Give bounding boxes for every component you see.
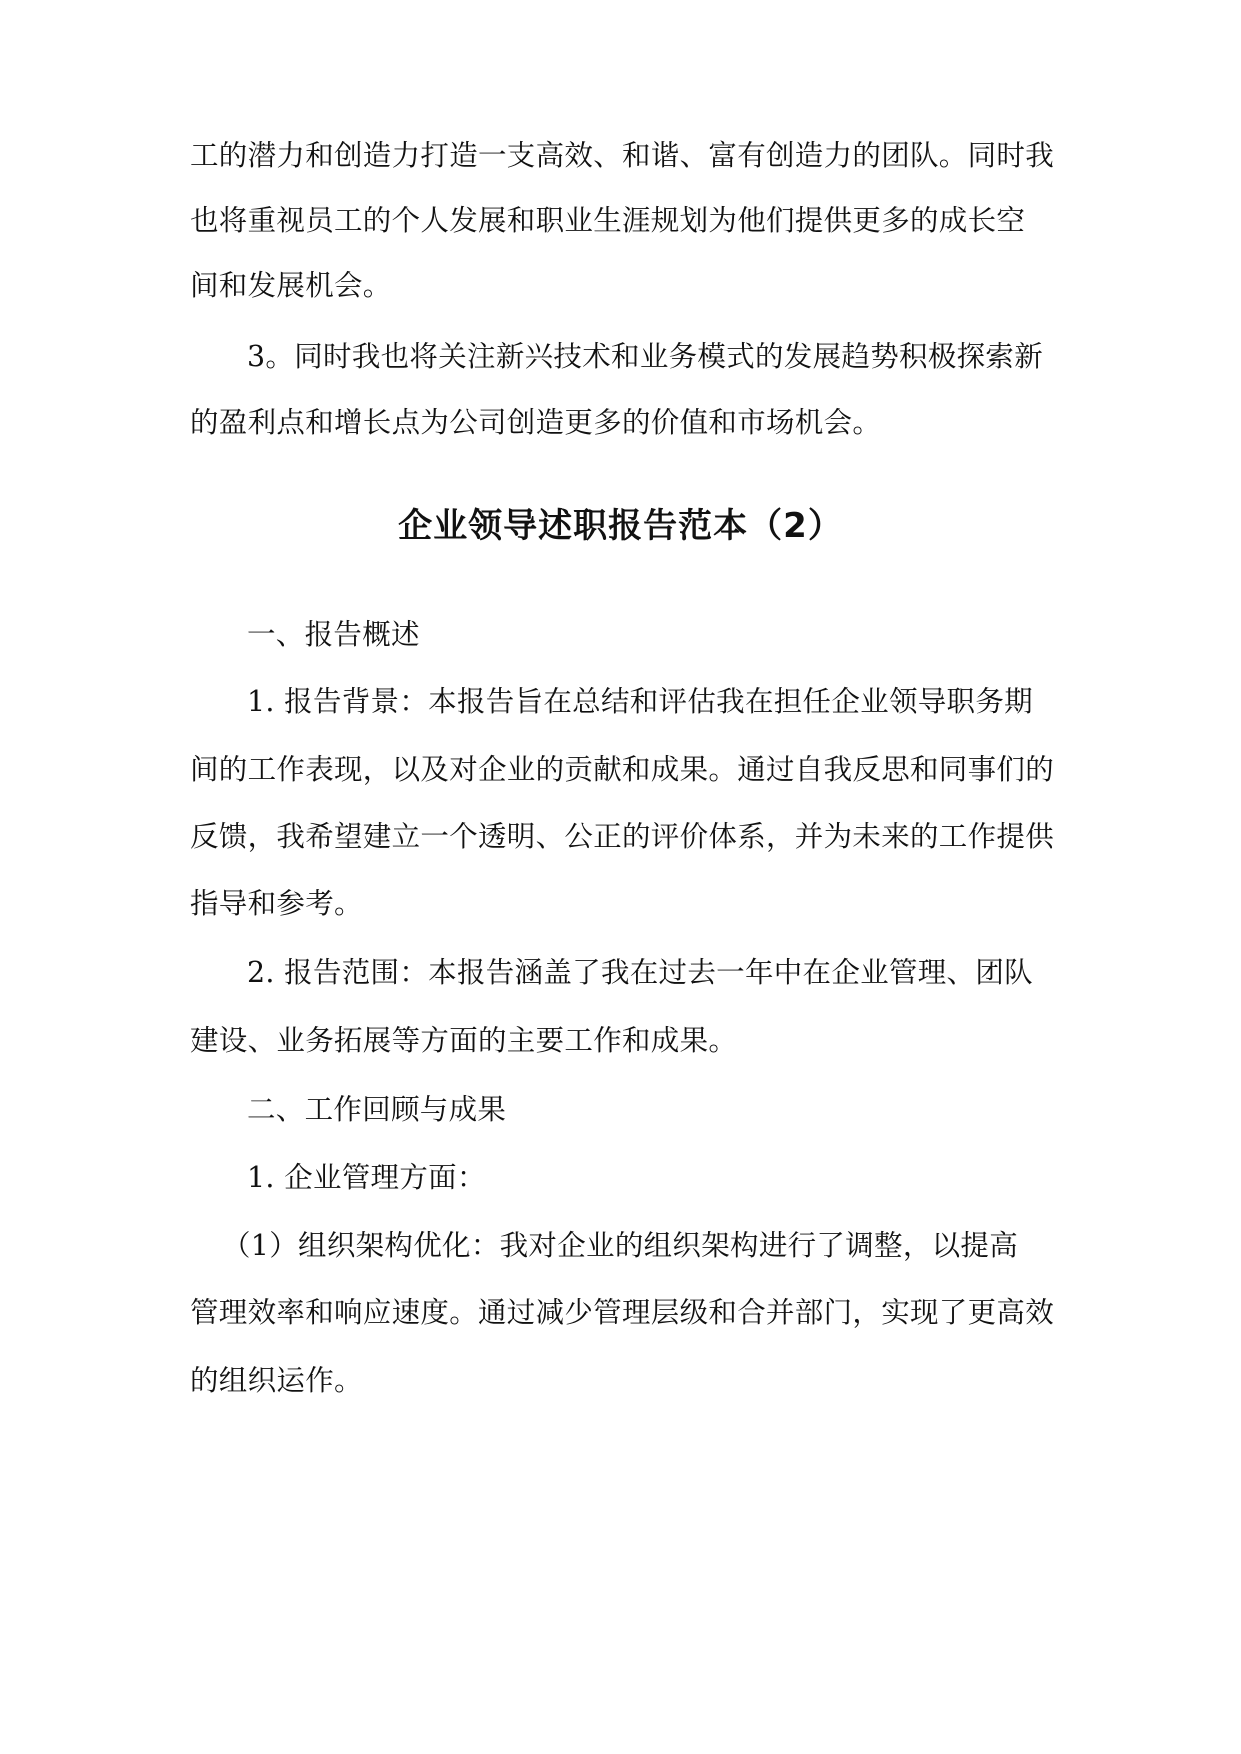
paragraph-line: 间和发展机会。 <box>190 269 392 302</box>
paragraph-line: 1. 报告背景：本报告旨在总结和评估我在担任企业领导职务期 <box>247 685 1033 718</box>
paragraph-line: （1）组织架构优化：我对企业的组织架构进行了调整，以提高 <box>222 1229 1019 1262</box>
section-heading: 二、工作回顾与成果 <box>247 1093 507 1126</box>
paragraph-line: 间的工作表现，以及对企业的贡献和成果。通过自我反思和同事们的 <box>190 753 1055 786</box>
subsection-heading: 1. 企业管理方面： <box>247 1161 486 1194</box>
paragraph-line: 2. 报告范围：本报告涵盖了我在过去一年中在企业管理、团队 <box>247 956 1033 989</box>
document-title: 企业领导述职报告范本（2） <box>398 506 843 546</box>
paragraph-line: 也将重视员工的个人发展和职业生涯规划为他们提供更多的成长空 <box>190 204 1026 237</box>
paragraph-line: 3。同时我也将关注新兴技术和业务模式的发展趋势积极探索新 <box>247 340 1044 373</box>
paragraph-line: 管理效率和响应速度。通过减少管理层级和合并部门，实现了更高效 <box>190 1296 1055 1329</box>
paragraph-line: 的盈利点和增长点为公司创造更多的价值和市场机会。 <box>190 406 882 439</box>
section-heading: 一、报告概述 <box>247 618 420 651</box>
paragraph-line: 指导和参考。 <box>190 887 363 920</box>
paragraph-line: 工的潜力和创造力打造一支高效、和谐、富有创造力的团队。同时我 <box>190 139 1055 172</box>
paragraph-line: 反馈，我希望建立一个透明、公正的评价体系，并为未来的工作提供 <box>190 820 1055 853</box>
paragraph-line: 建设、业务拓展等方面的主要工作和成果。 <box>190 1024 738 1057</box>
paragraph-line: 的组织运作。 <box>190 1364 363 1397</box>
